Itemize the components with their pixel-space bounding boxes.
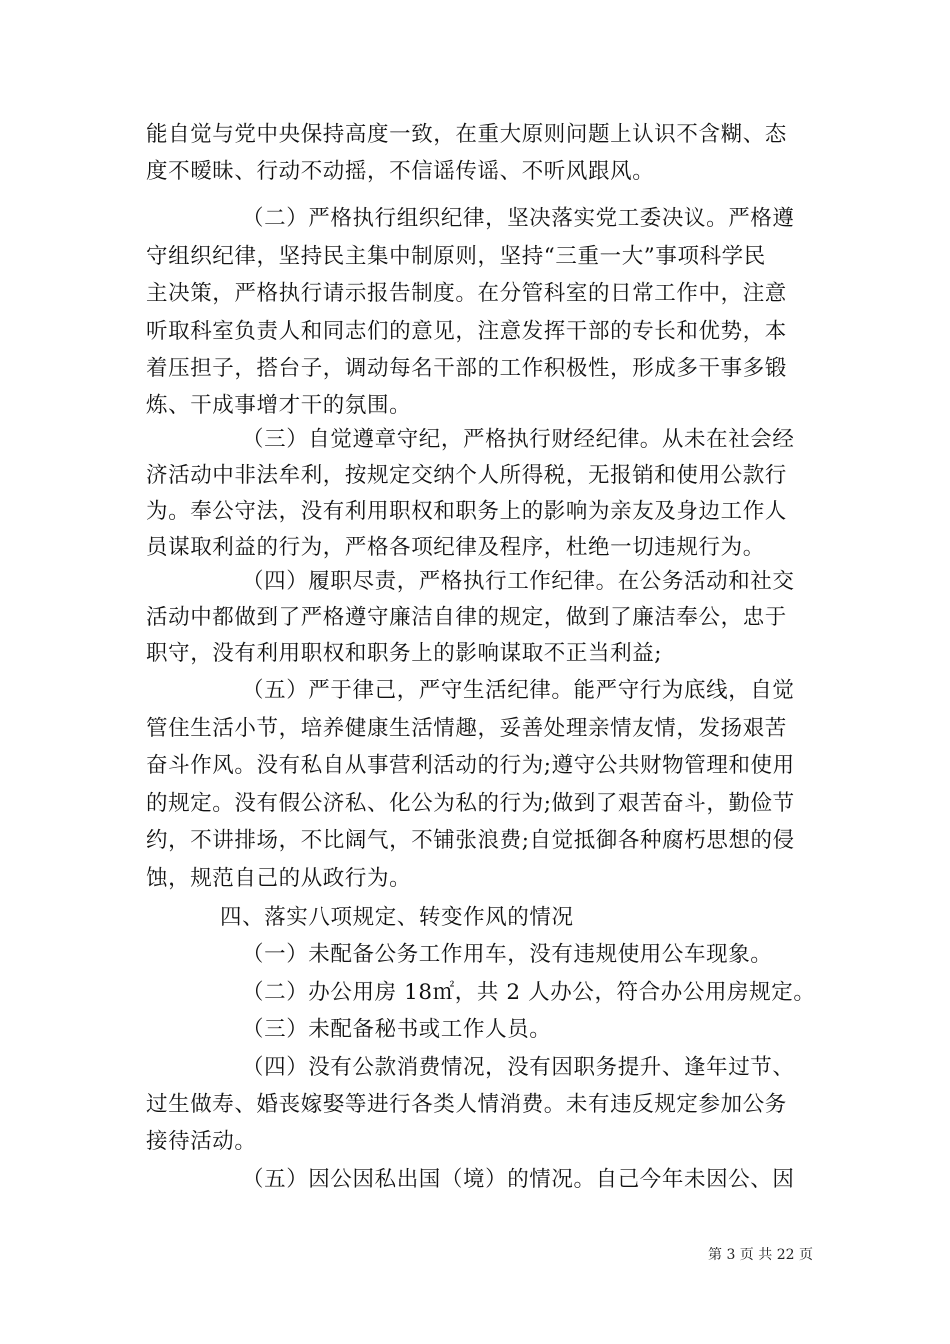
paragraph-line: （二）严格执行组织纪律，坚决落实党工委决议。严格遵: [242, 206, 795, 231]
section-heading: 四、落实八项规定、转变作风的情况: [220, 905, 574, 930]
paragraph-line: （五）因公因私出国（境）的情况。自己今年未因公、因: [242, 1167, 795, 1192]
paragraph-line: （三）未配备秘书或工作人员。: [242, 1017, 552, 1042]
paragraph-line: 着压担子，搭台子，调动每名干部的工作积极性，形成多干事多锻: [146, 356, 787, 381]
paragraph-line: 员谋取利益的行为，严格各项纪律及程序，杜绝一切违规行为。: [146, 535, 765, 560]
paragraph-line: （四）没有公款消费情况，没有因职务提升、逢年过节、: [242, 1055, 795, 1080]
paragraph-line: 度不暧昧、行动不动摇，不信谣传谣、不听风跟风。: [146, 159, 655, 184]
paragraph-line: （三）自觉遵章守纪，严格执行财经纪律。从未在社会经: [242, 427, 795, 452]
paragraph-line: 能自觉与党中央保持高度一致，在重大原则问题上认识不含糊、态: [146, 122, 787, 147]
paragraph-line: 接待活动。: [146, 1129, 257, 1154]
paragraph-line: （一）未配备公务工作用车，没有违规使用公车现象。: [242, 942, 773, 967]
paragraph-line: 为。奉公守法，没有利用职权和职务上的影响为亲友及身边工作人: [146, 499, 787, 524]
paragraph-line: 约，不讲排场，不比阔气，不铺张浪费;自觉抵御各种腐朽思想的侵: [146, 828, 795, 853]
paragraph-line: 职守，没有利用职权和职务上的影响谋取不正当利益;: [146, 641, 663, 666]
paragraph-line: 听取科室负责人和同志们的意见，注意发挥干部的专长和优势，本: [146, 319, 787, 344]
paragraph-line: （五）严于律己，严守生活纪律。能严守行为底线，自觉: [242, 678, 795, 703]
paragraph-line: 蚀，规范自己的从政行为。: [146, 866, 412, 891]
paragraph-line: 的规定。没有假公济私、化公为私的行为;做到了艰苦奋斗，勤俭节: [146, 791, 795, 816]
paragraph-line: （四）履职尽责，严格执行工作纪律。在公务活动和社交: [242, 569, 795, 594]
paragraph-line: 主决策，严格执行请示报告制度。在分管科室的日常工作中，注意: [146, 281, 787, 306]
paragraph-line: 管住生活小节，培养健康生活情趣，妥善处理亲情友情，发扬艰苦: [146, 716, 787, 741]
paragraph-line: （二）办公用房 18㎡，共 2 人办公，符合办公用房规定。: [242, 980, 816, 1005]
paragraph-line: 守组织纪律，坚持民主集中制原则，坚持“三重一大”事项科学民: [146, 244, 766, 269]
paragraph-line: 炼、干成事增才干的氛围。: [146, 393, 412, 418]
paragraph-line: 济活动中非法牟利，按规定交纳个人所得税，无报销和使用公款行: [146, 463, 787, 488]
page-number-footer: 第 3 页 共 22 页: [708, 1247, 813, 1263]
paragraph-line: 过生做寿、婚丧嫁娶等进行各类人情消费。未有违反规定参加公务: [146, 1092, 787, 1117]
paragraph-line: 奋斗作风。没有私自从事营利活动的行为;遵守公共财物管理和使用: [146, 753, 795, 778]
paragraph-line: 活动中都做到了严格遵守廉洁自律的规定，做到了廉洁奉公，忠于: [146, 605, 787, 630]
